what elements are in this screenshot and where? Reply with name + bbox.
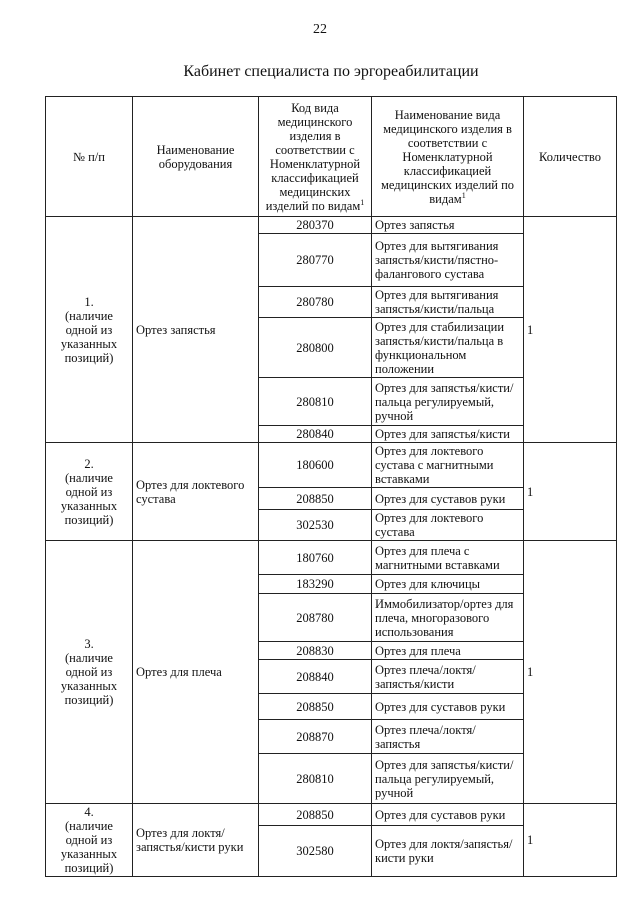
device-name: Ортез для стабилизации запястья/кисти/пальца в функциональном положении [372,318,524,378]
quantity: 1 [524,804,617,877]
device-name: Ортез запястья [372,217,524,234]
position-index: 4. [84,805,94,819]
header-name-footnote: 1 [461,190,466,200]
position-number [46,804,133,877]
device-name: Ортез плеча/локтя/ запястья/кисти [372,660,524,694]
page-number: 22 [313,22,327,37]
device-code: 280780 [259,287,372,318]
device-code: 208840 [259,660,372,694]
position-note: (наличие одной из указанных позиций) [60,470,118,527]
device-name: Ортез для локтя/запястья/кисти руки [372,826,524,877]
quantity: 1 [524,541,617,804]
header-name-text: Наименование вида медицинского изделия в соответствии с Номенклатурной классификацией медицинских изделий по видам [380,107,515,206]
position-number [46,443,133,541]
device-code: 180760 [259,541,372,575]
device-code: 280840 [259,426,372,443]
device-name: Ортез для вытягивания запястья/кисти/пальца [372,287,524,318]
device-code: 208870 [259,720,372,754]
device-name: Ортез для запястья/кисти [372,426,524,443]
header-qty: Количество [524,97,617,217]
device-code: 302580 [259,826,372,877]
equipment-table [45,96,617,877]
device-name: Иммобилизатор/ортез для плеча, многоразового использования [372,594,524,642]
equipment-name: Ортез для локтевого сустава [133,443,259,541]
device-name: Ортез для запястья/кисти/пальца регулируемый, ручной [372,754,524,804]
position-index: 3. [84,637,94,651]
device-name: Ортез для вытягивания запястья/кисти/пястно-фалангового сустава [372,234,524,287]
device-name: Ортез для локтевого сустава [372,510,524,541]
position-number [46,541,133,804]
table-row [46,541,617,575]
device-name: Ортез для ключицы [372,575,524,594]
header-num: № п/п [46,97,133,217]
device-code: 208850 [259,804,372,826]
position-index: 2. [84,456,94,471]
quantity: 1 [524,217,617,443]
equipment-name: Ортез запястья [133,217,259,443]
device-code: 180600 [259,443,372,488]
device-code: 280770 [259,234,372,287]
position-note: (наличие одной из указанных позиций) [60,651,118,707]
header-code-footnote: 1 [360,197,365,207]
device-name: Ортез для плеча с магнитными вставками [372,541,524,575]
device-name: Ортез для суставов руки [372,694,524,720]
device-code: 280810 [259,378,372,426]
device-code: 208780 [259,594,372,642]
device-code: 302530 [259,510,372,541]
device-name: Ортез для плеча [372,642,524,660]
device-name: Ортез для запястья/кисти/пальца регулируемый, ручной [372,378,524,426]
device-name: Ортез для суставов руки [372,488,524,510]
device-code: 280810 [259,754,372,804]
device-code: 208850 [259,488,372,510]
header-equipment: Наименование оборудования [133,97,259,217]
header-code-text: Код вида медицинского изделия в соответствии с Номенклатурной классификацией медицинских изделий по видам [265,100,361,213]
page-title: Кабинет специалиста по эргореабилитации [183,63,479,80]
header-name [372,97,524,217]
device-name: Ортез для суставов руки [372,804,524,826]
table-row [46,804,617,826]
device-code: 208850 [259,694,372,720]
device-code: 208830 [259,642,372,660]
position-number [46,217,133,443]
equipment-name: Ортез для плеча [133,541,259,804]
quantity: 1 [524,443,617,541]
device-code: 280800 [259,318,372,378]
device-code: 280370 [259,217,372,234]
position-index: 1. [84,294,94,309]
position-note: (наличие одной из указанных позиций) [60,819,118,875]
position-note: (наличие одной из указанных позиций) [60,308,118,365]
device-name: Ортез для локтевого сустава с магнитными вставками [372,443,524,488]
table-row [46,217,617,234]
equipment-name: Ортез для локтя/запястья/кисти руки [133,804,259,877]
device-code: 183290 [259,575,372,594]
header-code [259,97,372,217]
device-name: Ортез плеча/локтя/ запястья [372,720,524,754]
table-row [46,443,617,488]
